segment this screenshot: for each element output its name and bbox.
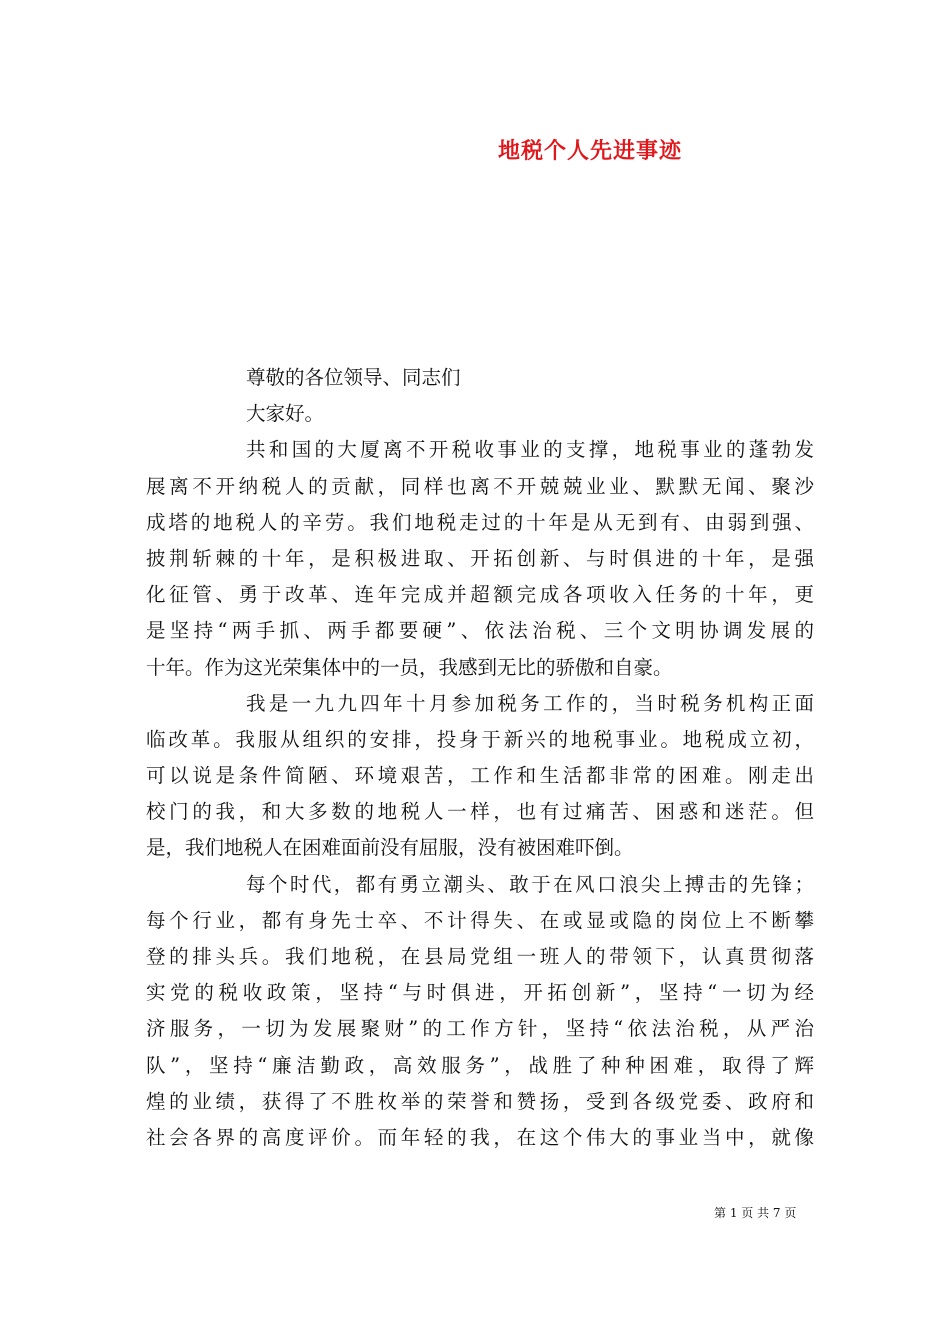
body-line: 尊敬的各位领导、同志们 — [246, 366, 461, 389]
body-line: 共和国的大厦离不开税收事业的支撑，地税事业的蓬勃发 — [246, 438, 814, 462]
body-line: 实党的税收政策，坚持“与时俱进，开拓创新”，坚持“一切为经 — [146, 981, 814, 1005]
body-line: 展离不开纳税人的贡献，同样也离不开兢兢业业、默默无闻、聚沙 — [146, 474, 814, 498]
body-line: 披荆斩棘的十年，是积极进取、开拓创新、与时俱进的十年，是强 — [146, 546, 814, 570]
document-body — [146, 360, 814, 1156]
body-line: 十年。作为这光荣集体中的一员，我感到无比的骄傲和自豪。 — [146, 655, 673, 679]
body-line: 是，我们地税人在困难面前没有屈服，没有被困难吓倒。 — [146, 836, 634, 860]
body-line: 大家好。 — [246, 402, 325, 426]
body-line: 校门的我，和大多数的地税人一样，也有过痛苦、困惑和迷茫。但 — [146, 800, 814, 824]
body-line: 临改革。我服从组织的安排，投身于新兴的地税事业。地税成立初， — [146, 727, 814, 751]
body-line: 每个时代，都有勇立潮头、敢于在风口浪尖上搏击的先锋； — [246, 872, 814, 896]
body-line: 社会各界的高度评价。而年轻的我，在这个伟大的事业当中，就像 — [146, 1125, 814, 1149]
body-line: 可以说是条件简陋、环境艰苦，工作和生活都非常的困难。刚走出 — [146, 764, 814, 788]
body-line: 队”，坚持“廉洁勤政，高效服务”，战胜了种种困难，取得了辉 — [146, 1053, 814, 1077]
body-line: 成塔的地税人的辛劳。我们地税走过的十年是从无到有、由弱到强、 — [146, 510, 814, 534]
document-title: 地税个人先进事迹 — [497, 138, 682, 164]
body-line: 煌的业绩，获得了不胜枚举的荣誉和赞扬，受到各级党委、政府和 — [146, 1089, 814, 1113]
body-line: 济服务，一切为发展聚财”的工作方针，坚持“依法治税，从严治 — [146, 1017, 814, 1041]
body-line: 是坚持“两手抓、两手都要硬”、依法治税、三个文明协调发展的 — [146, 619, 814, 643]
body-line: 登的排头兵。我们地税，在县局党组一班人的带领下，认真贯彻落 — [146, 945, 814, 968]
body-line: 我是一九九四年十月参加税务工作的，当时税务机构正面 — [246, 691, 814, 715]
body-line: 化征管、勇于改革、连年完成并超额完成各项收入任务的十年，更 — [146, 583, 814, 607]
page-number: 第 1 页 共 7 页 — [714, 1206, 797, 1220]
body-line: 每个行业，都有身先士卒、不计得失、在或显或隐的岗位上不断攀 — [146, 908, 814, 932]
